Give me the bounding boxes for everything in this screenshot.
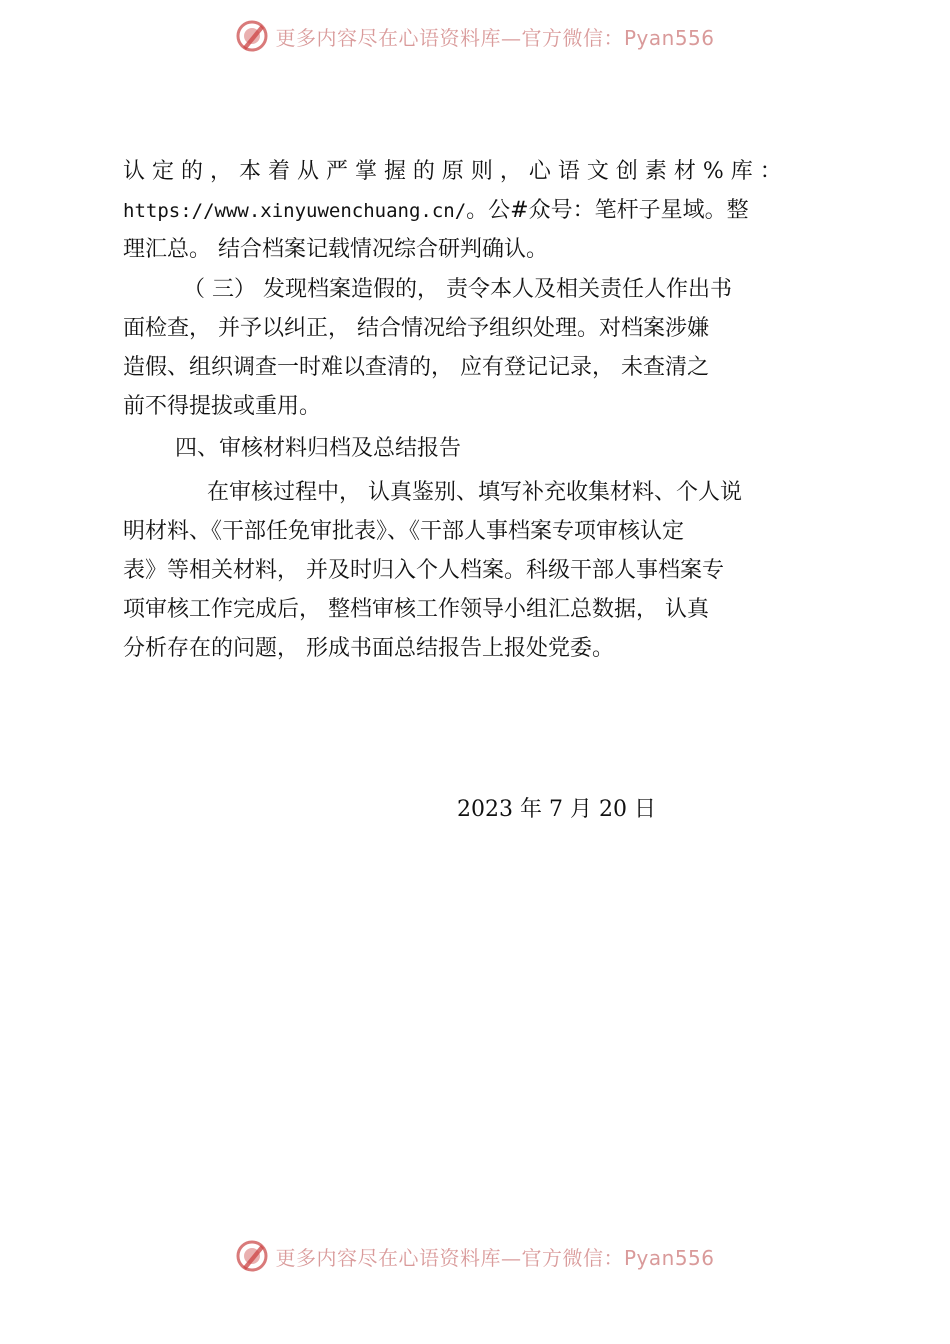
paragraph-1-line-3: 理汇总。 结合档案记载情况综合研判确认。 bbox=[123, 237, 548, 262]
paragraph-2 bbox=[123, 270, 833, 426]
pen-logo-icon bbox=[235, 19, 269, 53]
paragraph-3-line-2: 明材料、《干部任免审批表》、《干部人事档案专项审核认定 bbox=[123, 519, 685, 544]
pen-logo-icon bbox=[235, 1239, 269, 1273]
document-date: 2023 年 7 月 20 日 bbox=[457, 797, 656, 822]
paragraph-2-line-3: 造假、组织调查一时难以查清的， 应有登记记录， 未查清之 bbox=[123, 355, 709, 380]
paragraph-3-line-1: 在审核过程中， 认真鉴别、填写补充收集材料、个人说 bbox=[207, 480, 742, 505]
paragraph-1-line-2: https://www.xinyuwenchuang.cn/。公#众号：笔杆子星域。整 bbox=[123, 198, 749, 223]
watermark-text: 更多内容尽在心语资料库—官方微信：Pyan556 bbox=[275, 25, 715, 50]
paragraph-2-line-1: （ 三） 发现档案造假的， 责令本人及相关责任人作出书 bbox=[183, 277, 732, 302]
paragraph-1 bbox=[123, 152, 833, 269]
paragraph-3-line-3: 表》等相关材料， 并及时归入个人档案。科级干部人事档案专 bbox=[123, 558, 724, 583]
paragraph-2-line-2: 面检查， 并予以纠正， 结合情况给予组织处理。对档案涉嫌 bbox=[123, 316, 709, 341]
paragraph-3 bbox=[123, 473, 833, 668]
paragraph-3-line-5: 分析存在的问题， 形成书面总结报告上报处党委。 bbox=[123, 636, 614, 661]
paragraph-1-line-1: 认 定 的 ， 本 着 从 严 掌 握 的 原 则 ， 心 语 文 创 素 材 % 库 ： bbox=[123, 159, 782, 184]
paragraph-3-line-4: 项审核工作完成后， 整档审核工作领导小组汇总数据， 认真 bbox=[123, 597, 709, 622]
section-heading-4 bbox=[123, 429, 833, 468]
paragraph-2-line-4: 前不得提拔或重用。 bbox=[123, 394, 322, 419]
website-url: https://www.xinyuwenchuang.cn/ bbox=[123, 200, 467, 222]
watermark-footer bbox=[0, 1236, 950, 1276]
watermark-header bbox=[0, 16, 950, 56]
watermark-text: 更多内容尽在心语资料库—官方微信：Pyan556 bbox=[275, 1245, 715, 1270]
section-heading-4-text: 四、审核材料归档及总结报告 bbox=[175, 436, 462, 461]
